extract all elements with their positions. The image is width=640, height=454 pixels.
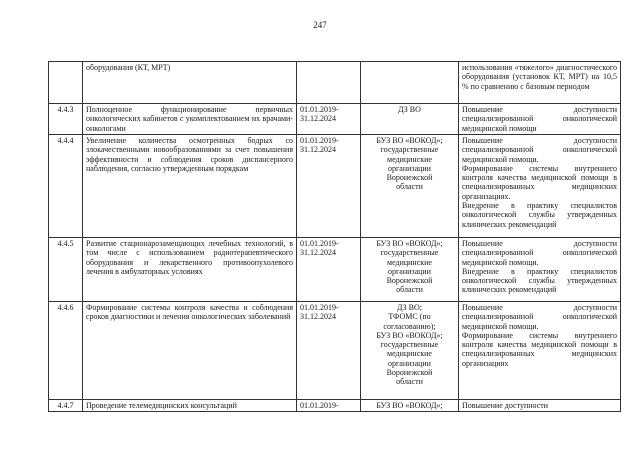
result-cell (459, 238, 621, 302)
responsible-line: государственные (380, 145, 439, 155)
date-start: 01.01.2019- (300, 105, 339, 114)
result-line: Повышение доступности специализированной онкологической медицинской помощи. (462, 136, 617, 164)
responsible-cell (361, 302, 459, 400)
result-line: Повышение доступности специализированной онкологической медицинской помощи (462, 105, 617, 133)
responsible-line: государственные (380, 340, 439, 350)
result-cell (459, 302, 621, 400)
table-row (49, 238, 621, 302)
date-start: 01.01.2019- (300, 136, 339, 145)
measures-table (48, 61, 621, 412)
result-line: Формирование системы внутреннего контроля качества медицинской помощи в специализированных медицинских организациях. (462, 163, 617, 201)
dates-cell (297, 62, 361, 104)
table-row (49, 62, 621, 104)
activity-cell: оборудования (КТ, МРТ) (83, 62, 297, 104)
responsible-line: области (396, 182, 423, 192)
row-number: 4.4.7 (49, 400, 83, 412)
responsible-cell (361, 104, 459, 135)
result-line: Формирование системы внутреннего контроля качества медицинской помощи в специализированных медицинских организациях (462, 330, 617, 368)
responsible-line: организации (388, 358, 431, 368)
responsible-line: ДЗ ВО (398, 105, 421, 114)
activity-cell: Развитие стационарозамещающих лечебных технологий, в том числе с использованием радиотерапевтического оборудования и лекарственного противоопухолевого лечения в амбулаторных условиях (83, 238, 297, 302)
responsible-line: ТФОМС (по (388, 312, 431, 322)
dates-cell (297, 302, 361, 400)
responsible-line: организации (388, 163, 431, 173)
date-end: 31.12.2024 (300, 248, 336, 258)
responsible-line: медицинские (387, 349, 432, 359)
responsible-cell (361, 238, 459, 302)
responsible-line: БУЗ ВО «ВОКОД»; (376, 330, 443, 340)
responsible-line: области (396, 377, 423, 387)
responsible-line: согласованию); (383, 321, 436, 331)
responsible-line: Воронежской (386, 173, 433, 183)
date-end: 31.12.2024 (300, 114, 336, 124)
responsible-cell (361, 135, 459, 238)
responsible-line: ДЗ ВО; (397, 303, 422, 312)
table-row (49, 302, 621, 400)
row-number: 4.4.6 (49, 302, 83, 400)
dates-cell (297, 135, 361, 238)
dates-cell (297, 238, 361, 302)
activity-cell: Формирование системы контроля качества и соблюдения сроков диагностики и лечения онкологических заболеваний (83, 302, 297, 400)
responsible-line: государственные (380, 248, 439, 258)
table-row (49, 400, 621, 412)
activity-cell: Увеличение количества осмотренных бодрых со злокачественными новообразованиями за счет повышения эффективности и соблюдения сроков диспансерного наблюдения, согласно утвержденным порядкам (83, 135, 297, 238)
result-line: Повышение доступности специализированной онкологической медицинской помощи. (462, 239, 617, 267)
row-number: 4.4.5 (49, 238, 83, 302)
activity-cell: Проведение телемедицинских консультаций (83, 400, 297, 412)
dates-cell (297, 104, 361, 135)
responsible-cell (361, 400, 459, 412)
activity-cell: Полноценное функционирование первичных онкологических кабинетов с укомплектованием их врачами-онкологами (83, 104, 297, 135)
date-start: 01.01.2019- (300, 303, 339, 312)
dates-cell (297, 400, 361, 412)
responsible-line: Воронежской (386, 368, 433, 378)
date-end: 31.12.2024 (300, 145, 336, 155)
responsible-line: организации (388, 266, 431, 276)
result-line: Внедрение в практику специалистов онкологической службы утвержденных клинических рекомендаций (462, 201, 617, 229)
responsible-line: БУЗ ВО «ВОКОД»; (376, 136, 443, 145)
date-start: 01.01.2019- (300, 239, 339, 248)
result-cell (459, 400, 621, 412)
date-start: 01.01.2019- (300, 401, 339, 410)
date-end: 31.12.2024 (300, 312, 336, 322)
responsible-line: области (396, 285, 423, 295)
result-line: Повышение доступности специализированной онкологической медицинской помощи. (462, 303, 617, 331)
responsible-cell (361, 62, 459, 104)
responsible-line: Воронежской (386, 276, 433, 286)
table-row (49, 104, 621, 135)
row-number: 4.4.4 (49, 135, 83, 238)
page-number: 247 (313, 20, 327, 30)
row-number: 4.4.3 (49, 104, 83, 135)
result-cell (459, 135, 621, 238)
row-number (49, 62, 83, 104)
table-row (49, 135, 621, 238)
responsible-line: БУЗ ВО «ВОКОД»; (376, 401, 443, 410)
result-line: Внедрение в практику специалистов онкологической службы утвержденных клинических рекомендаций (462, 266, 617, 295)
responsible-line: медицинские (387, 257, 432, 267)
result-cell (459, 104, 621, 135)
responsible-line: БУЗ ВО «ВОКОД»; (376, 239, 443, 248)
result-line: использования «тяжелого» диагностического оборудования (установок КТ, МРТ) на 10,5 % по сравнению с базовым периодом (462, 63, 617, 91)
responsible-line: медицинские (387, 154, 432, 164)
result-line: Повышение доступности (462, 401, 549, 410)
result-cell (459, 62, 621, 104)
